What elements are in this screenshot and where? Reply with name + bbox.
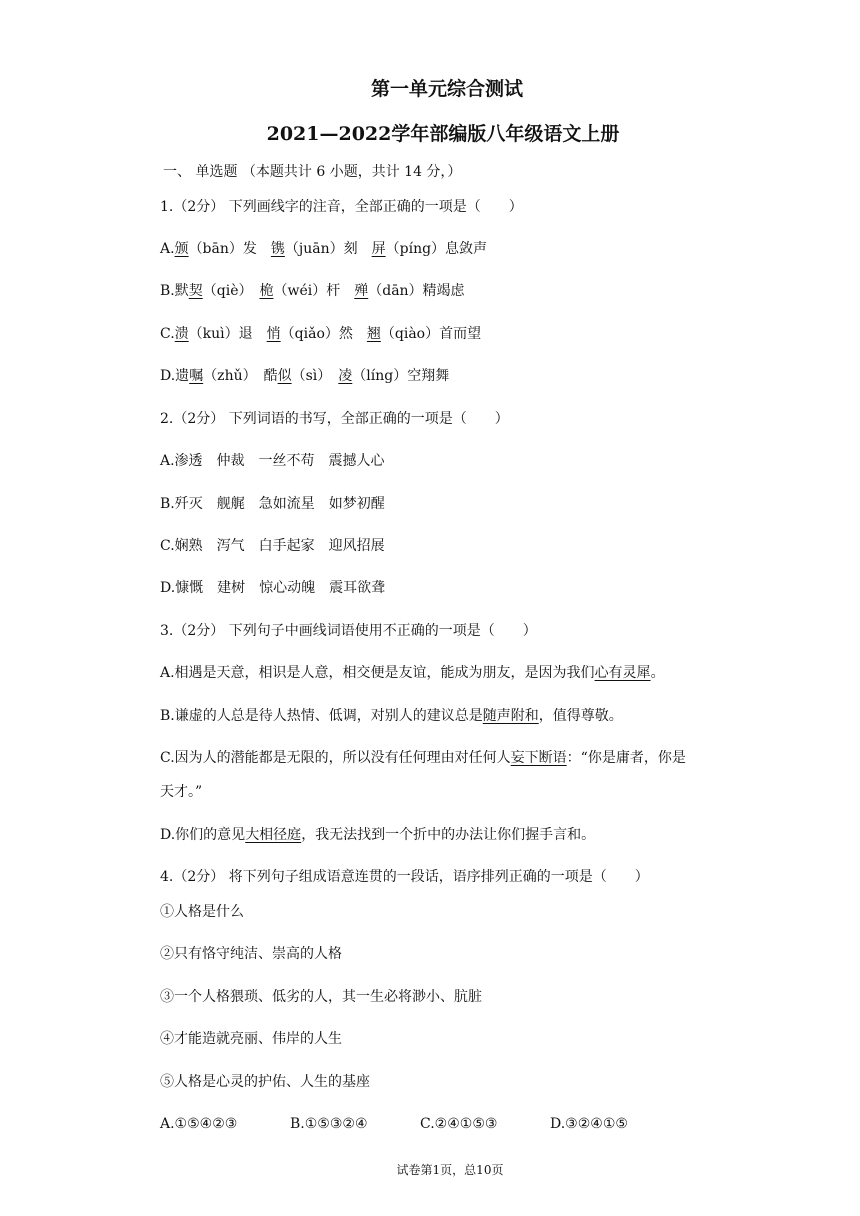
q1-option-b: B.默契（qiè） 桅（wéi）杆 殚（dān）精竭虑 xyxy=(160,283,465,299)
question-1-stem: 1.（2分） 下列画线字的注音，全部正确的一项是（ ） xyxy=(160,199,523,215)
q4-option-d: D.③②④①⑤ xyxy=(550,1116,628,1132)
page-title: 第一单元综合测试 xyxy=(370,78,523,100)
q2-option-a: A.渗透 仲裁 一丝不苟 震撼人心 xyxy=(160,453,385,469)
page-footer: 试卷第1页，总10页 xyxy=(396,1163,504,1177)
q4-item-1: ①人格是什么 xyxy=(160,904,244,920)
q1-option-a: A.颁（bān）发 镌（juān）刻 屏（píng）息敛声 xyxy=(160,241,488,257)
q4-option-a: A.①⑤④②③ xyxy=(160,1116,238,1132)
question-3-stem: 3.（2分） 下列句子中画线词语使用不正确的一项是（ ） xyxy=(160,623,537,639)
q2-option-c: C.娴熟 泻气 白手起家 迎风招展 xyxy=(160,538,385,554)
q4-item-2: ②只有恪守纯洁、崇高的人格 xyxy=(160,946,342,962)
q3-option-b: B.谦虚的人总是待人热情、低调，对别人的建议总是随声附和，值得尊敬。 xyxy=(160,708,623,724)
q4-option-b: B.①⑤③②④ xyxy=(290,1116,368,1132)
question-4-stem: 4.（2分） 将下列句子组成语意连贯的一段话，语序排列正确的一项是（ ） xyxy=(160,869,649,885)
q4-item-4: ④才能造就亮丽、伟岸的人生 xyxy=(160,1031,342,1047)
q3-option-c: C.因为人的潜能都是无限的，所以没有任何理由对任何人妄下断语：“你是庸者，你是 xyxy=(160,750,686,766)
page-subtitle: 2021—2022学年部编版八年级语文上册 xyxy=(266,123,620,145)
q4-item-5: ⑤人格是心灵的护佑、人生的基座 xyxy=(160,1074,370,1090)
q4-item-3: ③一个人格猥琐、低劣的人，其一生必将渺小、肮脏 xyxy=(160,989,482,1005)
q1-option-c: C.溃（kuì）退 悄（qiǎo）然 翘（qiào）首而望 xyxy=(160,326,482,342)
q4-option-c: C.②④①⑤③ xyxy=(420,1116,498,1132)
q2-option-d: D.慷慨 建树 惊心动魄 震耳欲聋 xyxy=(160,580,386,596)
section-heading: 一、 单选题 （本题共计 6 小题，共计 14 分，） xyxy=(163,164,462,180)
q2-option-b: B.歼灭 舰艉 急如流星 如梦初醒 xyxy=(160,496,385,512)
question-2-stem: 2.（2分） 下列词语的书写，全部正确的一项是（ ） xyxy=(160,411,509,427)
q3-option-d: D.你们的意见大相径庭，我无法找到一个折中的办法让你们握手言和。 xyxy=(160,827,596,843)
q3-option-a: A.相遇是天意，相识是人意，相交便是友谊，能成为朋友，是因为我们心有灵犀。 xyxy=(160,665,665,681)
q3-option-c-continued: 天才。” xyxy=(160,784,203,800)
q1-option-d: D.遗嘱（zhǔ） 酷似（sì） 凌（líng）空翔舞 xyxy=(160,368,450,384)
